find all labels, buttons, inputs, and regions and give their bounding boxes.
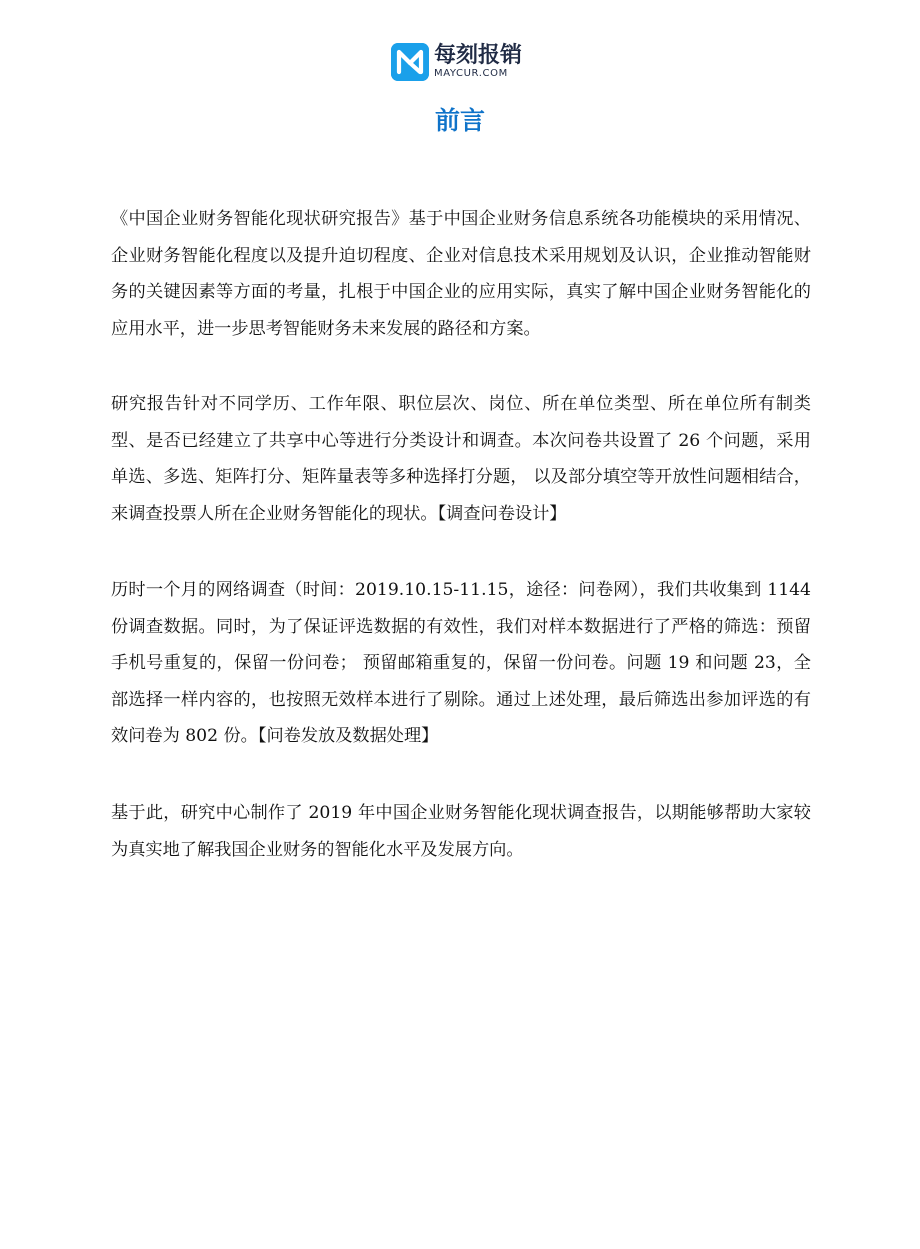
maycur-logo xyxy=(391,42,522,82)
paragraph-survey-design: 研究报告针对不同学历、工作年限、职位层次、岗位、所在单位类型、所在单位所有制类型、是否已经建立了共享中心等进行分类设计和调查。本次问卷共设置了 26 个问题，采用单选、多选、矩阵打分、矩阵量表等多种选择打分题， 以及部分填空等开放性问题相结合，来调查投票人所在企业财务智能化的现状。【调查问卷设计】 xyxy=(111,394,811,524)
maycur-logo-icon xyxy=(391,43,429,81)
page-title: 前言 xyxy=(434,106,485,135)
paragraph-intro: 《中国企业财务智能化现状研究报告》基于中国企业财务信息系统各功能模块的采用情况、企业财务智能化程度以及提升迫切程度、企业对信息技术采用规划及认识，企业推动智能财务的关键因素等方面的考量，扎根于中国企业的应用实际，真实了解中国企业财务智能化的应用水平，进一步思考智能财务未来发展的路径和方案。 xyxy=(111,209,811,339)
paragraph-conclusion: 基于此，研究中心制作了 2019 年中国企业财务智能化现状调查报告，以期能够帮助大家较为真实地了解我国企业财务的智能化水平及发展方向。 xyxy=(111,803,811,860)
paragraph-data-processing: 历时一个月的网络调查（时间：2019.10.15-11.15，途径：问卷网），我们共收集到 1144 份调查数据。同时，为了保证评选数据的有效性，我们对样本数据进行了严格的筛选：预留手机号重复的，保留一份问卷； 预留邮箱重复的，保留一份问卷。问题 19 和问题 23，全部选择一样内容的，也按照无效样本进行了剔除。通过上述处理，最后筛选出参加评选的有效问卷为 802 份。【问卷发放及数据处理】 xyxy=(111,580,811,746)
logo-chinese-name: 每刻报销 xyxy=(434,43,523,68)
logo-domain: MAYCUR.COM xyxy=(434,68,508,79)
logo-text xyxy=(434,44,522,80)
